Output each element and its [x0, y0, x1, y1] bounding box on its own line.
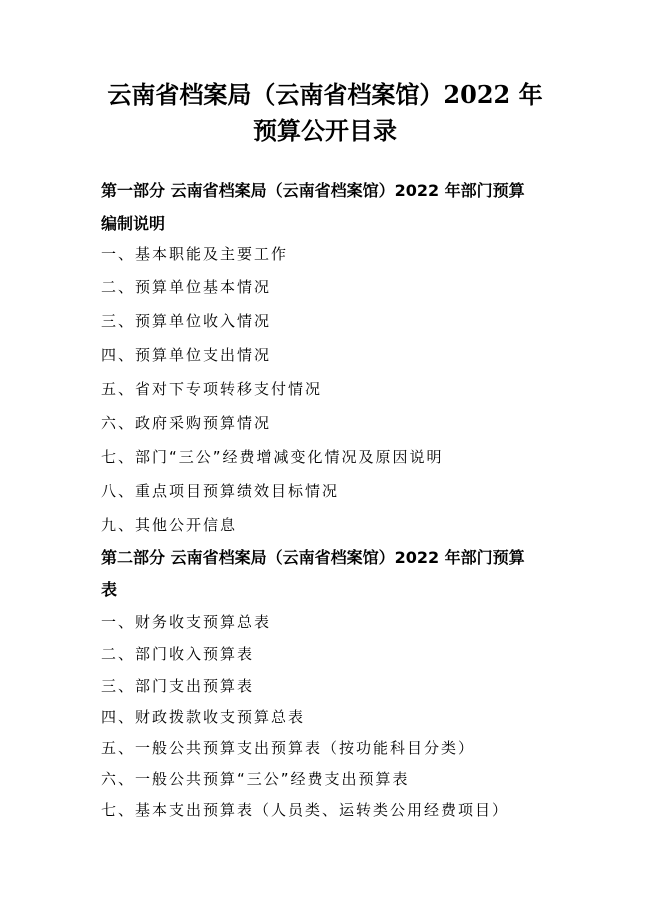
part2-item: 六、一般公共预算“三公”经费支出预算表 [101, 770, 410, 788]
document-title-line2: 预算公开目录 [253, 116, 397, 145]
part1-item: 一、基本职能及主要工作 [101, 245, 289, 263]
part2-item: 一、财务收支预算总表 [101, 613, 272, 631]
part2-heading-line2: 表 [101, 580, 118, 599]
part1-heading-line1: 第一部分 云南省档案局（云南省档案馆）2022 年部门预算 [101, 181, 525, 200]
part1-item: 七、部门“三公”经费增减变化情况及原因说明 [101, 448, 444, 466]
part2-item: 三、部门支出预算表 [101, 677, 255, 695]
part2-item: 四、财政拨款收支预算总表 [101, 708, 306, 726]
part2-item: 五、一般公共预算支出预算表（按功能科目分类） [101, 739, 476, 757]
document-title-line1: 云南省档案局（云南省档案馆）2022 年 [107, 80, 543, 109]
part2-item: 七、基本支出预算表（人员类、运转类公用经费项目） [101, 801, 510, 819]
part1-item: 八、重点项目预算绩效目标情况 [101, 482, 340, 500]
part2-item: 二、部门收入预算表 [101, 645, 255, 663]
part2-heading-line1: 第二部分 云南省档案局（云南省档案馆）2022 年部门预算 [101, 548, 525, 567]
part1-item: 九、其他公开信息 [101, 516, 238, 534]
part1-heading-line2: 编制说明 [101, 214, 166, 233]
part1-item: 三、预算单位收入情况 [101, 312, 272, 330]
part1-item: 四、预算单位支出情况 [101, 346, 272, 364]
part1-item: 六、政府采购预算情况 [101, 414, 272, 432]
part1-item: 五、省对下专项转移支付情况 [101, 380, 323, 398]
part1-item: 二、预算单位基本情况 [101, 278, 272, 296]
